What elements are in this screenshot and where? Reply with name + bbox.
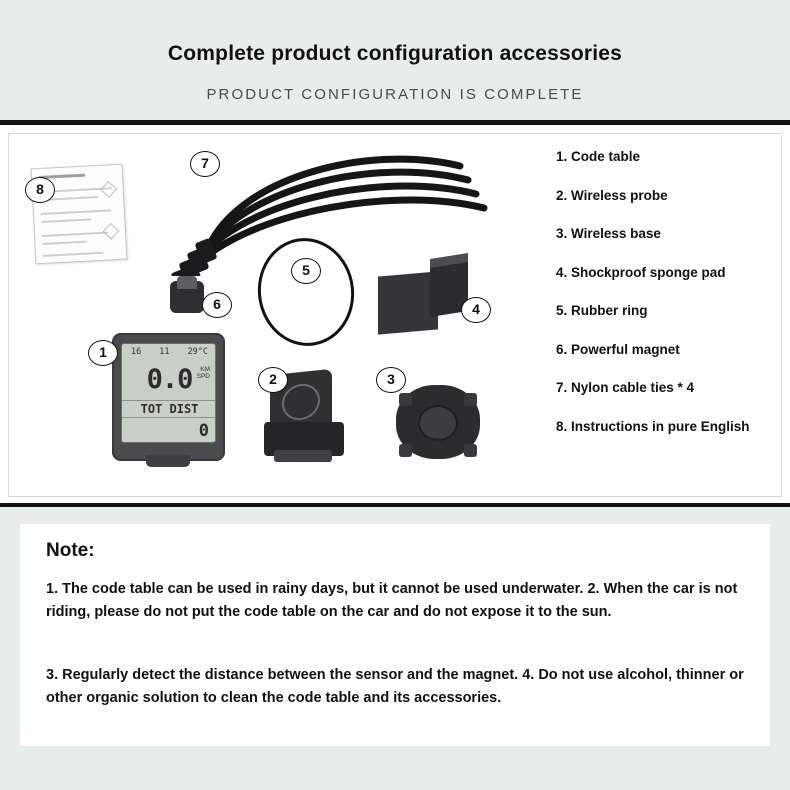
lcd-mode-label: TOT DIST bbox=[122, 400, 216, 418]
callout-2: 2 bbox=[258, 367, 288, 393]
code-table-lcd bbox=[121, 343, 216, 443]
lcd-unit-distance: KM bbox=[200, 366, 210, 373]
sheet-line bbox=[41, 209, 111, 215]
page-subtitle: PRODUCT CONFIGURATION IS COMPLETE bbox=[206, 86, 584, 103]
parts-list-item-5: 5. Rubber ring bbox=[556, 303, 648, 319]
note-paragraph-2: 3. Regularly detect the distance between the sensor and the magnet. 4. Do not use alcohol, thinner or other organic solution to clean the code table and its accessories. bbox=[46, 667, 744, 707]
lcd-top-right: 29°C bbox=[187, 347, 208, 357]
callout-4: 4 bbox=[461, 297, 491, 323]
sponge-pad-illustration bbox=[378, 258, 470, 336]
sheet-diagram-box bbox=[100, 181, 117, 198]
parts-list-item-4: 4. Shockproof sponge pad bbox=[556, 264, 726, 280]
parts-list-item-3: 3. Wireless base bbox=[556, 226, 661, 242]
magnet-cap bbox=[177, 276, 197, 289]
magnet-illustration bbox=[170, 281, 204, 313]
header bbox=[0, 0, 790, 124]
parts-list bbox=[556, 148, 782, 457]
base-tab bbox=[399, 393, 412, 406]
lcd-top-left: 16 bbox=[131, 347, 142, 357]
callout-7: 7 bbox=[190, 151, 220, 177]
panel-divider bbox=[0, 503, 790, 507]
callout-5: 5 bbox=[291, 258, 321, 284]
wireless-base-illustration bbox=[392, 385, 484, 465]
base-tab bbox=[464, 444, 477, 457]
page-title: Complete product configuration accessories bbox=[167, 42, 623, 65]
parts-list-item-2: 2. Wireless probe bbox=[556, 187, 668, 203]
sheet-line bbox=[42, 232, 108, 237]
parts-list-item-1: 1. Code table bbox=[556, 149, 641, 164]
base-tab bbox=[399, 444, 412, 457]
lcd-top-mid: 11 bbox=[159, 347, 170, 357]
parts-list-item-8: 8. Instructions in pure English bbox=[556, 418, 750, 434]
lcd-top-row bbox=[122, 347, 216, 357]
note-title: Note: bbox=[46, 540, 95, 561]
code-table-foot bbox=[146, 455, 190, 467]
callout-6: 6 bbox=[202, 292, 232, 318]
note-paragraph-1: 1. The code table can be used in rainy days, but it cannot be used underwater. 2. When the car is not riding, please do not put the code table on the car and do not expose it to the sun. bbox=[46, 581, 738, 621]
lcd-big-value: 0.0 bbox=[146, 364, 193, 395]
lcd-units bbox=[197, 366, 210, 381]
probe-clip bbox=[274, 450, 332, 462]
base-tab bbox=[464, 393, 477, 406]
sheet-diagram-box bbox=[102, 223, 119, 240]
callout-3: 3 bbox=[376, 367, 406, 393]
lcd-unit-speed: SPD bbox=[196, 373, 210, 381]
callout-8: 8 bbox=[25, 177, 55, 203]
parts-list-item-7: 7. Nylon cable ties * 4 bbox=[556, 380, 695, 396]
cable-ties-illustration bbox=[160, 136, 560, 276]
lcd-bottom-value: 0 bbox=[198, 421, 209, 441]
base-hub bbox=[418, 405, 458, 441]
sponge-pad-flat bbox=[378, 271, 438, 334]
sheet-line bbox=[43, 252, 103, 257]
sheet-line bbox=[41, 218, 91, 223]
note-section bbox=[20, 524, 770, 746]
callout-1: 1 bbox=[88, 340, 118, 366]
sheet-line bbox=[42, 241, 86, 245]
parts-list-item-6: 6. Powerful magnet bbox=[556, 341, 680, 357]
footer-strip bbox=[0, 746, 790, 790]
